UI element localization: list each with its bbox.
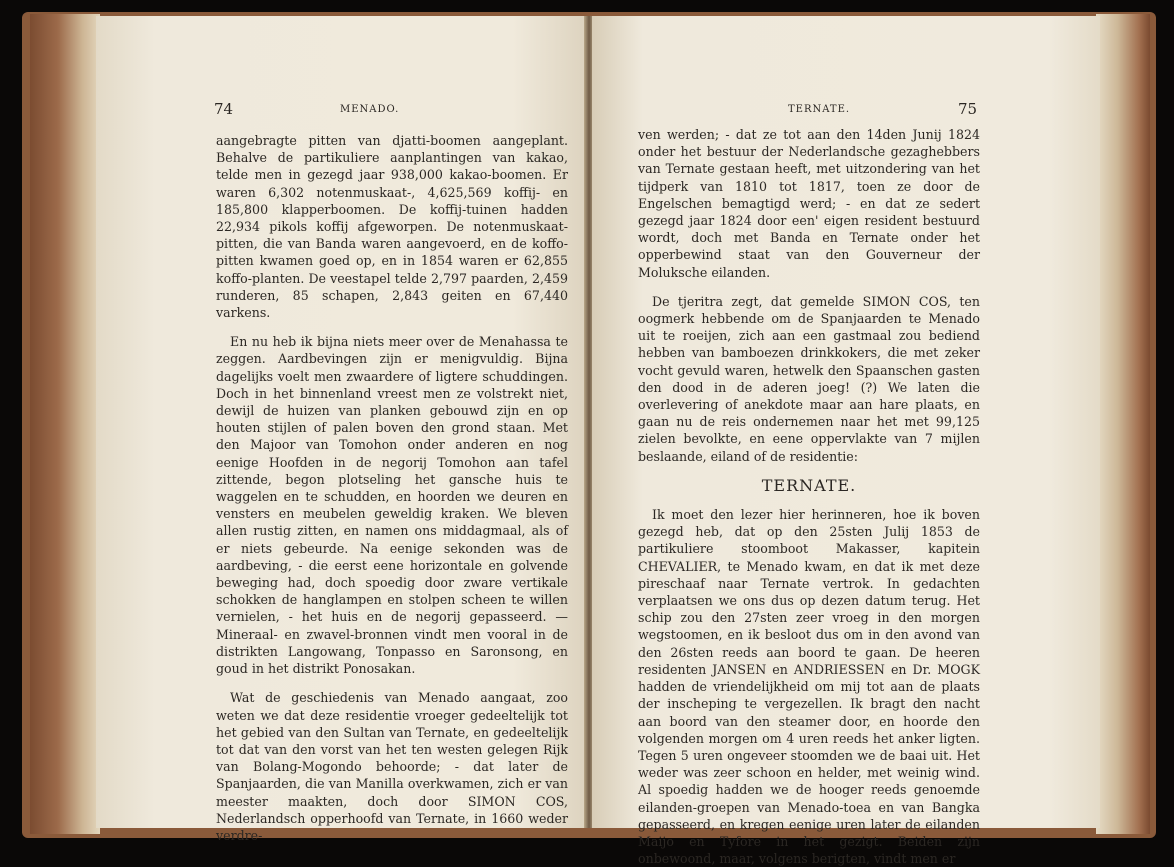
page-edges-left [30,14,100,834]
paragraph: Wat de geschiedenis van Menado aangaat, zoo weten we dat deze residentie vroeger gedeeltelijk tot het gebied van den Sultan van Ternate, en gedeeltelijk tot dat van den vorst van het ten westen gelegen Rijk van Bolang-Mogondo behoorde; - dat later de Spanjaarden, die van Manilla overkwamen, zich er van meester maakten, doch door SIMON COS, Nederlandsch opperhoofd van Ternate, in 1660 weder verdre- [216,690,568,843]
body-text [638,126,980,867]
body-text [216,132,568,844]
paragraph: aangebragte pitten van djatti-boomen aangeplant. Behalve de partikuliere aanplantingen van kakao, telde men in gezegd jaar 938,000 kakao-boomen. Er waren 6,302 notenmuskaat-, 4,625,569 koffij- en 185,800 klapperboomen. De koffij-tuinen hadden 22,934 pikols koffij afgeworpen. De notenmuskaat-pitten, die van Banda waren aangevoerd, en de koffo-pitten kwamen goed op, en in 1854 waren er 62,855 koffo-planten. De veestapel telde 2,797 paarden, 2,459 runderen, 85 schapen, 2,843 geiten en 67,440 varkens. [216,133,568,321]
left-page [96,16,586,843]
page-edges-right [1096,14,1150,834]
right-page [592,16,1100,867]
page-number: 74 [214,100,234,118]
paragraph: En nu heb ik bijna niets meer over de Menahassa te zeggen. Aardbevingen zijn er menigvuldig. Bijna dagelijks voelt men zwaardere of ligtere schuddingen. Doch in het binnenland vreest men ze volstrekt niet, dewijl de huizen van planken gebouwd zijn en op houten stijlen of palen boven den grond staan. Met den Majoor van Tomohon onder anderen en nog eenige Hoofden in de negorij Tomohon aan tafel zittende, begon plotseling het gansche huis te waggelen en te schudden, en hoorden we deuren en vensters en meubelen geweldig kraken. We bleven allen rustig zitten, en namen ons middagmaal, als of er niets gebeurde. Na eenige sekonden was de aardbeving, - die eerst eene horizontale en golvende beweging had, doch spoedig door zware vertikale schokken de hanglampen en stolpen scheen te willen vernielen, - het huis en de negorij gepasseerd. — Mineraal- en zwavel-bronnen vindt men vooral in de distrikten Langowang, Tonpasso en Saronsong, en goud in het distrikt Ponosakan. [216,334,568,677]
page-number: 75 [958,100,978,118]
running-head: TERNATE. [788,104,851,115]
paragraph: Ik moet den lezer hier herinneren, hoe ik boven gezegd heb, dat op den 25sten Julij 1853 de partikuliere stoomboot Makasser, kapitein CHEVALIER, te Menado kwam, en dat ik met deze pireschaaf naar Ternate vertrok. In gedachten verplaatsen we ons dus op dezen datum terug. Het schip zou den 27sten zeer vroeg in den morgen wegstoomen, en ik besloot dus om in den avond van den 26sten reeds aan boord te gaan. De heeren residenten JANSEN en ANDRIESSEN en Dr. MOGK hadden de vriendelijkheid om mij tot aan de plaats der inscheping te vergezellen. Ik bragt den nacht aan boord van den steamer door, en hoorde den volgenden morgen om 4 uren reeds het anker ligten. Tegen 5 uren ongeveer stoomden we de baai uit. Het weder was zeer schoon en helder, met weinig wind. Al spoedig hadden we de hooger reeds genoemde eilanden-groepen van Menado-toea en van Bangka gepasseerd, en kregen eenige uren later de eilanden Maijo en Tyfore in het gezigt. Beiden zijn onbewoond, maar, volgens berigten, vindt men er [638,507,980,867]
paragraph: De tjeritra zegt, dat gemelde SIMON COS, ten oogmerk hebbende om de Spanjaarden te Menado uit te roeijen, zich aan een gastmaal zou bediend hebben van bamboezen drinkkokers, die met zeker vocht gevuld waren, hetwelk den Spaanschen gasten den dood in de aderen joeg! (?) We laten die overlevering of anekdote maar aan hare plaats, en gaan nu de reis ondernemen naar het met 99,125 zielen bevolkte, en eene oppervlakte van 7 mijlen beslaande, eiland of de residentie: [638,293,980,464]
paragraph: ven werden; - dat ze tot aan den 14den Junij 1824 onder het bestuur der Nederlandsche gezaghebbers van Ternate gestaan heeft, met uitzondering van het tijdperk van 1810 tot 1817, toen ze door de Engelschen bemagtigd werd; - en dat ze sedert gezegd jaar 1824 door een' eigen resident bestuurd wordt, doch met Banda en Ternate onder het opperbewind staat van den Gouverneur der Moluksche eilanden. [638,127,980,280]
section-title: TERNATE. [761,475,857,495]
running-head: MENADO. [340,104,400,115]
